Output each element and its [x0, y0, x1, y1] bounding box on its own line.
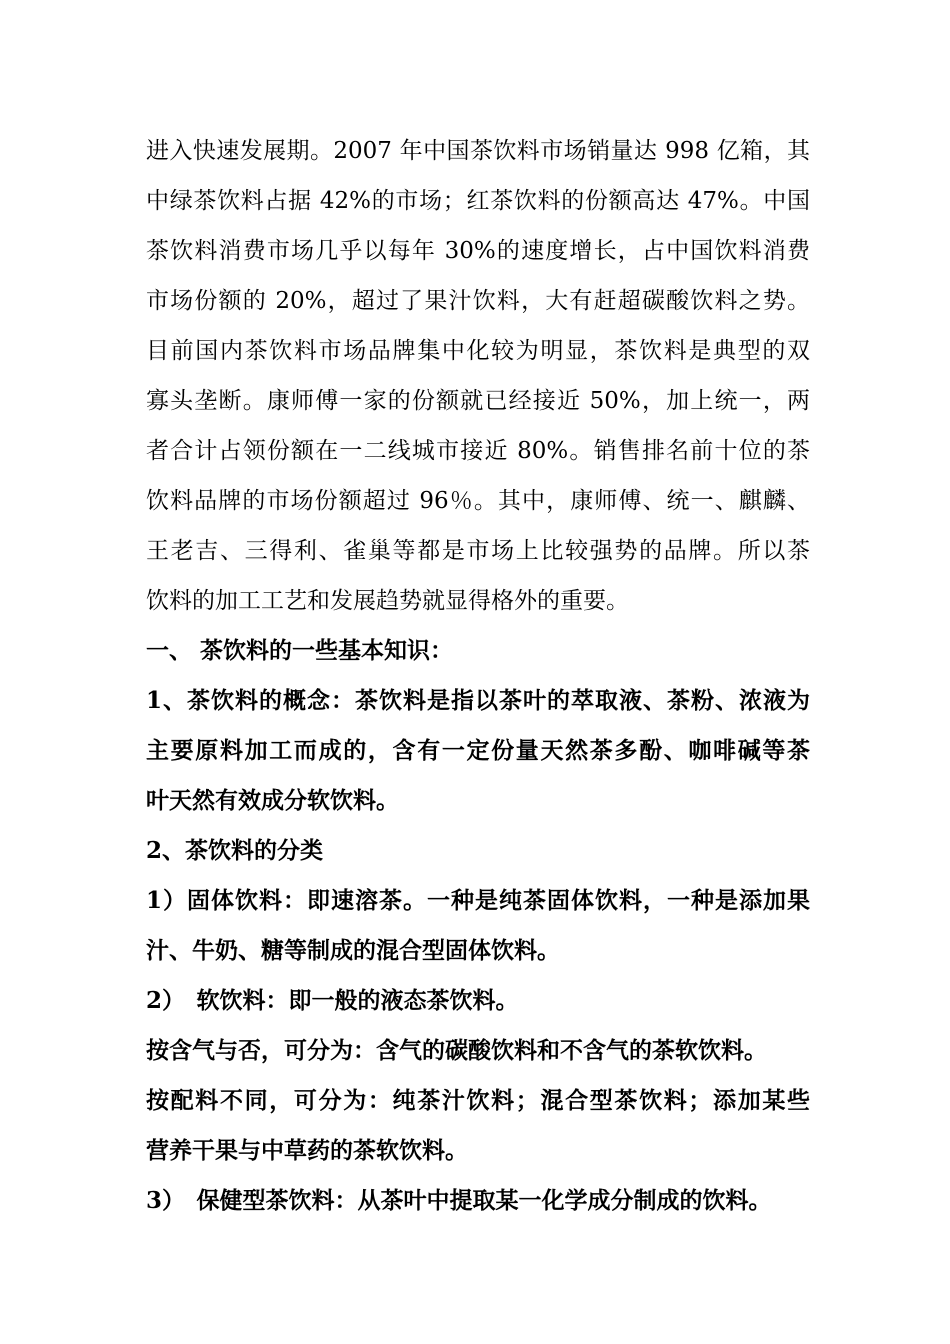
body-text-line: 寡头垄断。康师傅一家的份额就已经接近 50%，加上统一，两: [146, 388, 810, 414]
category-text-line: 汁、牛奶、糖等制成的混合型固体饮料。: [146, 937, 560, 964]
category-text-line: 1）固体饮料：即速溶茶。一种是纯茶固体饮料，一种是添加果: [146, 887, 810, 914]
category-text-line: 3） 保健型茶饮料：从茶叶中提取某一化学成分制成的饮料。: [146, 1187, 772, 1214]
body-text-line: 中绿茶饮料占据 42%的市场；红茶饮料的份额高达 47%。中国: [146, 188, 810, 214]
body-text-line: 进入快速发展期。2007 年中国茶饮料市场销量达 998 亿箱，其: [146, 138, 810, 164]
body-text-line: 者合计占领份额在一二线城市接近 80%。销售排名前十位的茶: [146, 438, 810, 464]
body-text-line: 王老吉、三得利、雀巢等都是市场上比较强势的品牌。所以茶: [146, 538, 810, 564]
category-text-line: 2） 软饮料：即一般的液态茶饮料。: [146, 987, 519, 1014]
category-text-line: 按配料不同，可分为：纯茶汁饮料；混合型茶饮料；添加某些: [146, 1087, 810, 1114]
body-text-line: 目前国内茶饮料市场品牌集中化较为明显，茶饮料是典型的双: [146, 338, 810, 364]
concept-text-line: 叶天然有效成分软饮料。: [146, 787, 399, 814]
subsection-heading: 2、茶饮料的分类: [146, 837, 324, 864]
body-text-line: 市场份额的 20%，超过了果汁饮料，大有赶超碳酸饮料之势。: [146, 288, 810, 314]
body-text-line: 饮料的加工工艺和发展趋势就显得格外的重要。: [146, 588, 629, 614]
category-text-line: 按含气与否，可分为：含气的碳酸饮料和不含气的茶软饮料。: [146, 1037, 767, 1064]
body-text-line: 茶饮料消费市场几乎以每年 30%的速度增长，占中国饮料消费: [146, 238, 810, 264]
concept-text-line: 1、茶饮料的概念：茶饮料是指以茶叶的萃取液、茶粉、浓液为: [146, 687, 810, 714]
category-text-line: 营养干果与中草药的茶软饮料。: [146, 1137, 468, 1164]
body-text-line: 饮料品牌的市场份额超过 96％。其中，康师傅、统一、麒麟、: [146, 488, 810, 514]
concept-text-line: 主要原料加工而成的，含有一定份量天然茶多酚、咖啡碱等茶: [146, 737, 810, 764]
section-heading: 一、 茶饮料的一些基本知识：: [146, 637, 454, 664]
